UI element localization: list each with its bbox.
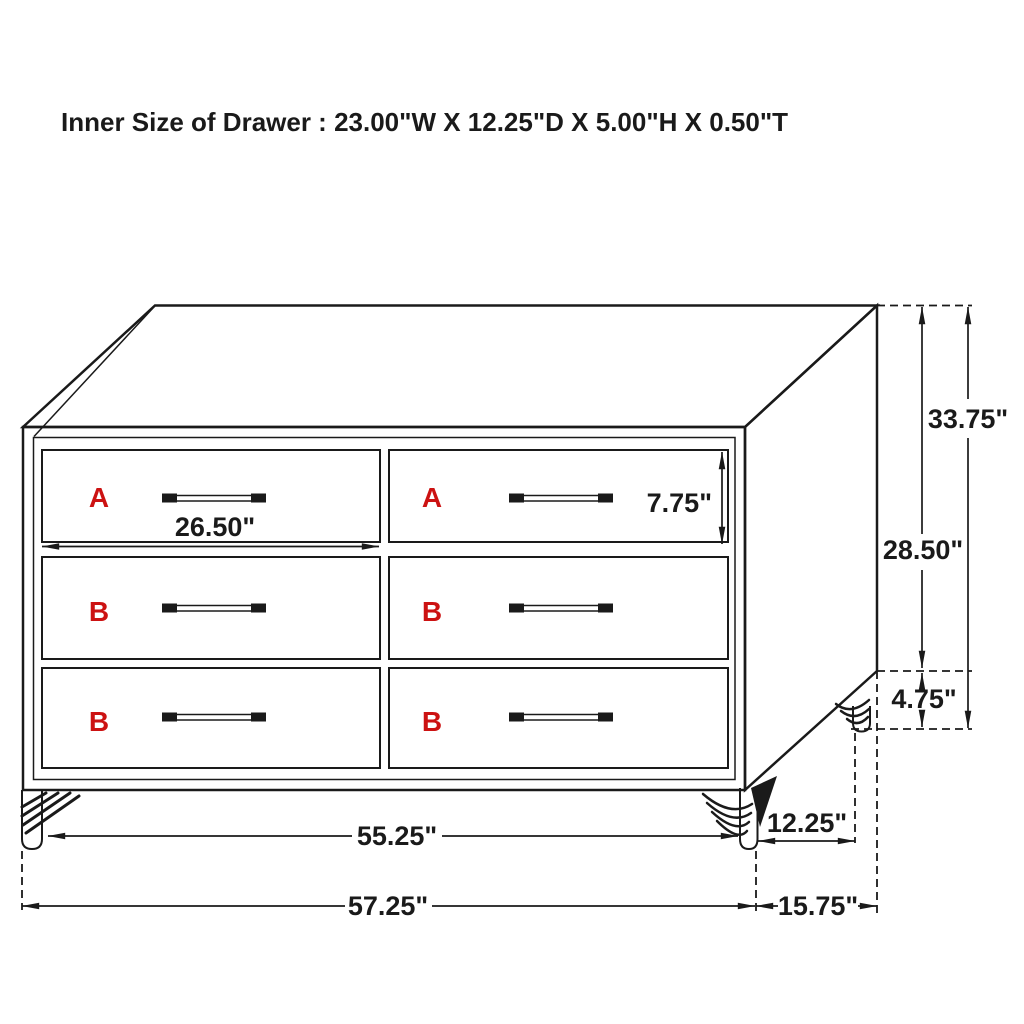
handle-cap	[251, 494, 266, 503]
dimension-label-drawer-width: 26.50"	[174, 512, 256, 542]
dimension-label-leg-height: 4.75"	[891, 684, 957, 714]
dimension-label-depth-between-legs: 12.25"	[766, 808, 848, 838]
drawer-label-b1-left: B	[88, 596, 110, 627]
drawer-label-b1-right: B	[421, 596, 443, 627]
dimension-depth-between-legs	[758, 808, 855, 841]
drawer-label-b2-left: B	[88, 706, 110, 737]
drawer-label-b2-right: B	[421, 706, 443, 737]
handle-cap	[598, 494, 613, 503]
diagram-title: Inner Size of Drawer : 23.00"W X 12.25"D X 5.00"H X 0.50"T	[61, 107, 789, 137]
dimension-label-total-width: 57.25"	[347, 891, 429, 921]
drawer-label-a-right: A	[421, 482, 443, 513]
handle-cap	[162, 713, 177, 722]
handle-cap	[251, 713, 266, 722]
dimension-label-total-depth: 15.75"	[777, 891, 859, 921]
dimension-label-leg-span-width: 55.25"	[356, 821, 438, 851]
handle-cap	[162, 604, 177, 613]
handle-cap	[162, 494, 177, 503]
dimension-label-cabinet-height: 28.50"	[882, 535, 964, 565]
handle-cap	[598, 604, 613, 613]
dimension-label-drawer-height: 7.75"	[646, 488, 712, 518]
dimension-label-total-height: 33.75"	[927, 404, 1009, 434]
handle-cap	[509, 713, 524, 722]
handle-cap	[509, 494, 524, 503]
drawer-label-a-left: A	[88, 482, 110, 513]
handle-cap	[598, 713, 613, 722]
handle-cap	[251, 604, 266, 613]
handle-cap	[509, 604, 524, 613]
